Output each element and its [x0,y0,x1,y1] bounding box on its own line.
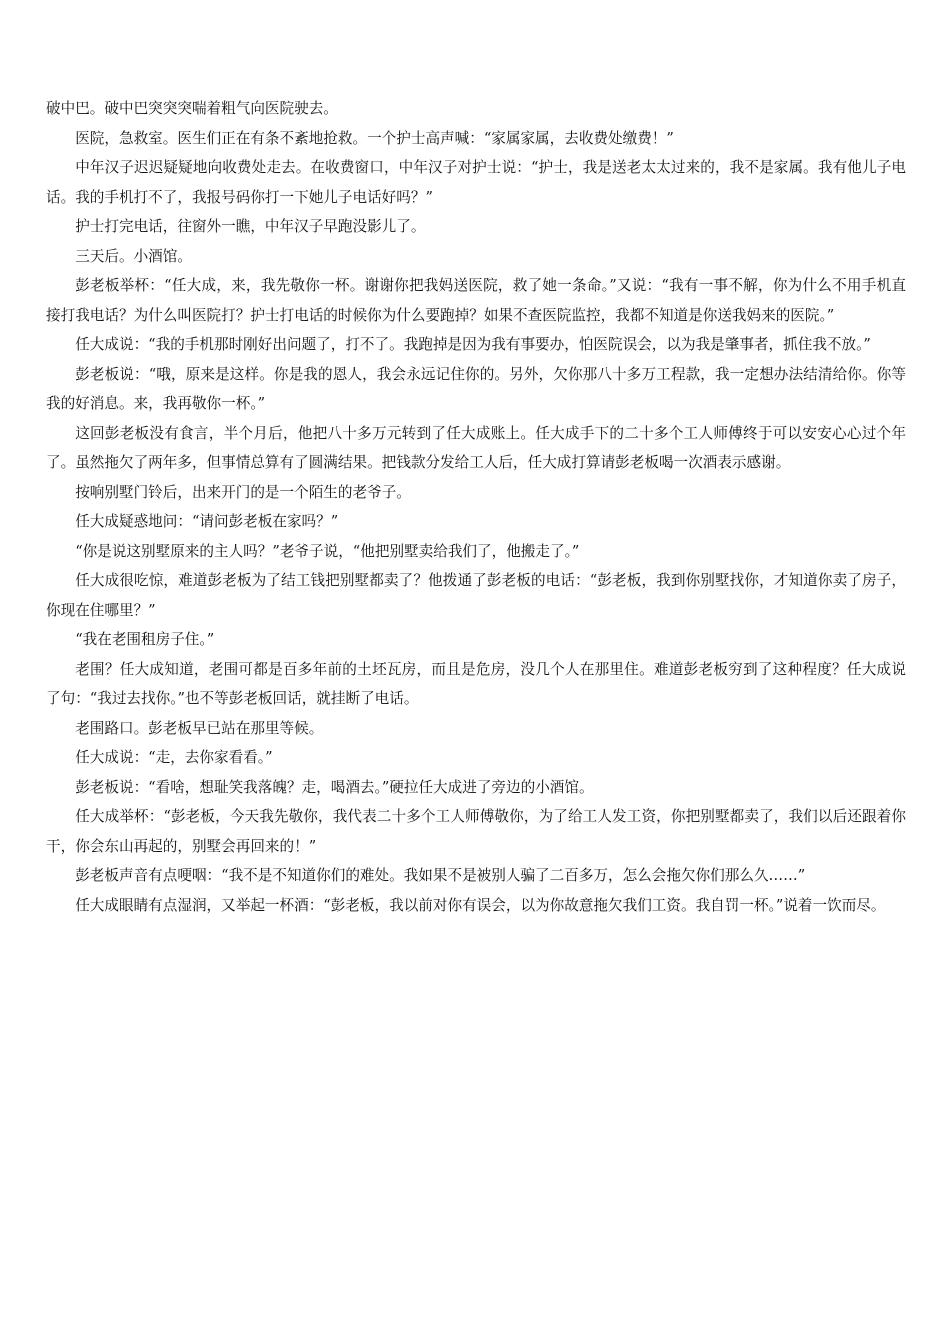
paragraph-7: 任大成说：“我的手机那时刚好出问题了，打不了。我跑掉是因为我有事要办，怕医院误会，以为我是肇事者，抓住我不放。” [75,336,871,353]
paragraph-10: 按响别墅门铃后，出来开门的是一个陌生的老爷子。 [75,483,411,501]
document-page [46,94,906,920]
paragraph-15: 老围？任大成知道，老围可都是百多年前的土坯瓦房，而且是危房，没几个人在那里住。难道彭老板穷到了这种程度？任大成说了句：“我过去找你。”也不等彭老板回话，就挂断了电话。 [46,660,906,707]
paragraph-16: 老围路口。彭老板早已站在那里等候。 [75,719,324,737]
paragraph-2: 医院，急救室。医生们正在有条不紊地抢救。一个护士高声喊：“家属家属，去收费处缴费！” [75,129,674,147]
paragraph-18: 彭老板说：“看啥，想耻笑我落魄？走，喝酒去。”硬拉任大成进了旁边的小酒馆。 [75,778,594,796]
paragraph-6: 彭老板举杯：“任大成，来，我先敬你一杯。谢谢你把我妈送医院，救了她一条命。”又说：“我有一事不解，你为什么不用手机直接打我电话？为什么叫医院打？护士打电话的时候你为什么要跑掉？如果不查医院监控，我都不知道是你送我妈来的医院。” [46,277,906,324]
paragraph-20: 彭老板声音有点哽咽：“我不是不知道你们的难处。我如果不是被别人骗了二百多万，怎么会拖欠你们那么久……” [75,867,806,884]
paragraph-17: 任大成说：“走，去你家看看。” [75,749,273,766]
paragraph-8: 彭老板说：“哦，原来是这样。你是我的恩人，我会永远记住你的。另外，欠你那八十多万工程款，我一定想办法结清给你。你等我的好消息。来，我再敬你一杯。” [46,365,906,412]
paragraph-19: 任大成举杯：“彭老板，今天我先敬你，我代表二十多个工人师傅敬你，为了给工人发工资，你把别墅都卖了，我们以后还跟着你干，你会东山再起的，别墅会再回来的！” [46,808,906,855]
paragraph-11: 任大成疑惑地问：“请问彭老板在家吗？” [75,513,339,530]
paragraph-9: 这回彭老板没有食言，半个月后，他把八十多万元转到了任大成账上。任大成手下的二十多个工人师傅终于可以安安心心过个年了。虽然拖欠了两年多，但事情总算有了圆满结果。把钱款分发给工人后，任大成打算请彭老板喝一次酒表示感谢。 [46,424,906,471]
paragraph-14: “我在老围租房子住。” [75,631,215,648]
paragraph-12: “你是说这别墅原来的主人吗？”老爷子说，“他把别墅卖给我们了，他搬走了。” [75,542,580,560]
paragraph-3: 中年汉子迟迟疑疑地向收费处走去。在收费窗口，中年汉子对护士说：“护士，我是送老太太过来的，我不是家属。我有他儿子电话。我的手机打不了，我报号码你打一下她儿子电话好吗？” [46,159,906,206]
paragraph-13: 任大成很吃惊，难道彭老板为了结工钱把别墅都卖了？他拨通了彭老板的电话：“彭老板，我到你别墅找你，才知道你卖了房子，你现在住哪里？” [46,572,906,619]
paragraph-4: 护士打完电话，往窗外一瞧，中年汉子早跑没影儿了。 [75,218,426,235]
paragraph-5: 三天后。小酒馆。 [75,247,192,265]
paragraph-21: 任大成眼睛有点湿润，又举起一杯酒：“彭老板，我以前对你有误会，以为你故意拖欠我们工资。我自罚一杯。”说着一饮而尽。 [75,896,886,914]
paragraph-1: 破中巴。破中巴突突突喘着粗气向医院驶去。 [46,100,338,117]
